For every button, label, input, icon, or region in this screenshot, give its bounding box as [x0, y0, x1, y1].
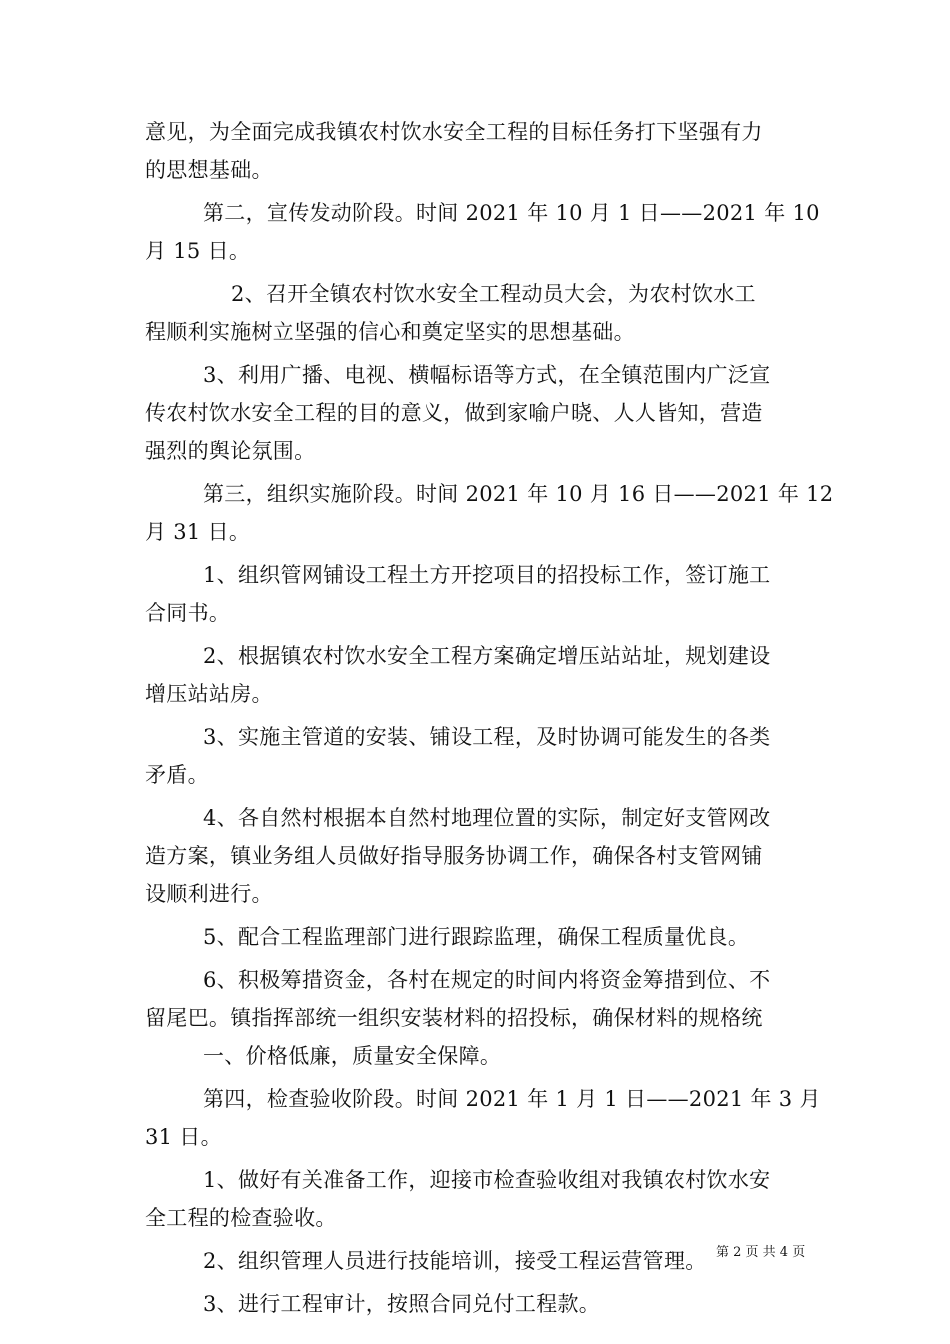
text-line: 强烈的舆论氛围。	[145, 439, 316, 463]
text-line: 月 31 日。	[145, 520, 251, 544]
text-line: 月 15 日。	[145, 239, 251, 263]
text-line: 留尾巴。镇指挥部统一组织安装材料的招投标，确保材料的规格统	[145, 1006, 763, 1030]
text-line: 6、积极筹措资金，各村在规定的时间内将资金筹措到位、不	[203, 968, 771, 992]
text-line: 矛盾。	[145, 763, 209, 787]
text-line: 31 日。	[145, 1125, 222, 1149]
page-number: 第 2 页 共 4 页	[716, 1245, 806, 1260]
text-line: 意见，为全面完成我镇农村饮水安全工程的目标任务打下坚强有力	[145, 120, 763, 144]
text-line: 第二，宣传发动阶段。时间 2021 年 10 月 1 日——2021 年 10	[203, 201, 820, 225]
text-line: 3、进行工程审计，按照合同兑付工程款。	[203, 1292, 601, 1316]
text-line: 2、根据镇农村饮水安全工程方案确定增压站站址，规划建设	[203, 644, 771, 668]
text-line: 第四，检查验收阶段。时间 2021 年 1 月 1 日——2021 年 3 月	[203, 1087, 821, 1111]
text-line: 程顺利实施树立坚强的信心和奠定坚实的思想基础。	[145, 320, 635, 344]
text-line: 合同书。	[145, 601, 231, 625]
text-line: 第三，组织实施阶段。时间 2021 年 10 月 16 日——2021 年 12	[203, 482, 834, 506]
text-line: 2、组织管理人员进行技能培训，接受工程运营管理。	[203, 1249, 707, 1273]
text-line: 的思想基础。	[145, 158, 273, 182]
text-line: 3、实施主管道的安装、铺设工程，及时协调可能发生的各类	[203, 725, 771, 749]
text-line: 3、利用广播、电视、横幅标语等方式，在全镇范围内广泛宣	[203, 363, 771, 387]
text-line: 增压站站房。	[145, 682, 273, 706]
text-line: 全工程的检查验收。	[145, 1206, 337, 1230]
text-line: 1、做好有关准备工作，迎接市检查验收组对我镇农村饮水安	[203, 1168, 771, 1192]
text-line: 传农村饮水安全工程的目的意义，做到家喻户晓、人人皆知，营造	[145, 401, 763, 425]
text-line: 4、各自然村根据本自然村地理位置的实际，制定好支管网改	[203, 806, 771, 830]
text-line: 设顺利进行。	[145, 882, 273, 906]
text-line: 1、组织管网铺设工程土方开挖项目的招投标工作，签订施工	[203, 563, 771, 587]
text-line: 一、价格低廉，质量安全保障。	[203, 1044, 502, 1068]
text-line: 造方案，镇业务组人员做好指导服务协调工作，确保各村支管网铺	[145, 844, 763, 868]
text-line: 5、配合工程监理部门进行跟踪监理，确保工程质量优良。	[203, 925, 750, 949]
text-line: 2、召开全镇农村饮水安全工程动员大会，为农村饮水工	[231, 282, 756, 306]
